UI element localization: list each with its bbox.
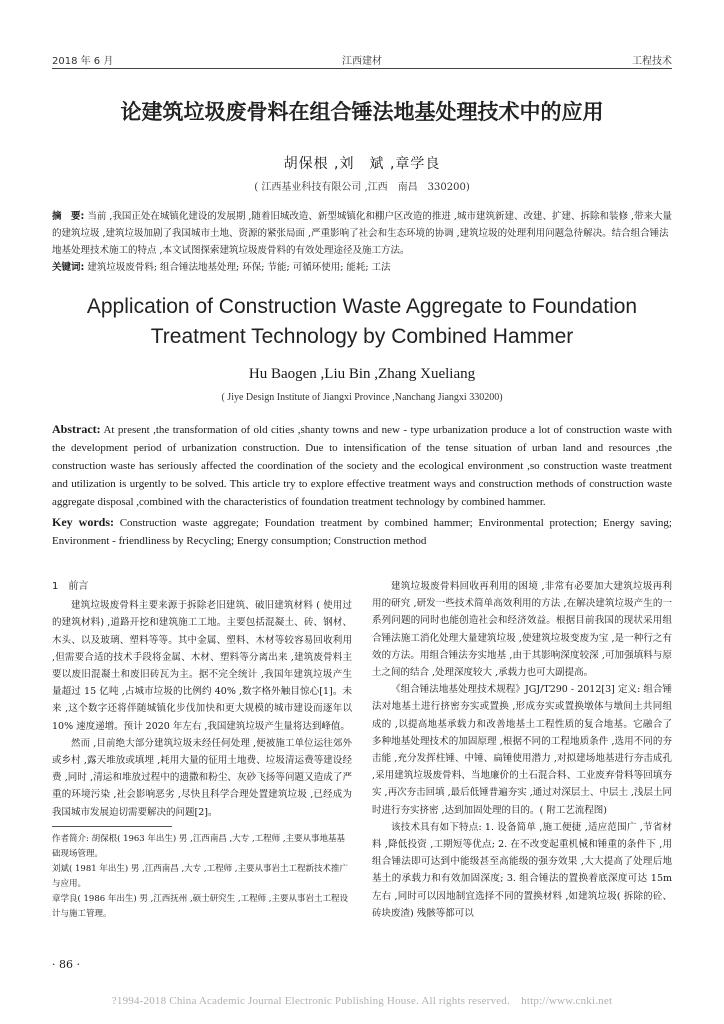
footnote-rule bbox=[52, 826, 172, 827]
footnote-author-1: 作者简介: 胡保根( 1963 年出生) 男 ,江西南昌 ,大专 ,工程师 ,主要从事地基基础现场管理。 bbox=[52, 834, 346, 859]
english-keywords bbox=[52, 513, 672, 550]
body-paragraph: 《组合锤法地基处理技术规程》JGJ/T290 - 2012[3] 定义: 组合锤法对地基土进行挤密夯实或置换 ,形成夯实或置换墩体与墩间土共同组成的 ,以提高地基承载力和改善地基土工程性质的复合地基。它融合了多种地基处理技术的加固原理 ,根据不同的工程地质条件 ,选用不同的夯击能 ,充分发挥柱锤、中锤、扁锤使用潜力 ,对拟建场地基进行夯击成孔 ,采用建筑垃圾废骨料、当地廉价的土石混合料、工业废弃骨料等回填夯实 ,再次夯击回填 ,最后低锤普遍夯实 ,通过对深层土、中层土 ,浅层土同时进行夯实挤密 ,达到加固处理的目的。( 附工艺流程图) bbox=[372, 684, 672, 816]
body-column-left bbox=[52, 578, 352, 821]
english-abstract-text: At present ,the transformation of old cities ,shanty towns and new - type urbanization produce a lot of construction waste with the development period of urbanization construction. Due to intensification of the tense situation of urban land and resources ,the construction waste has seriously affected the coordination of the society and the ecological environment ,so construction waste treatment and utilization is urgently to be solved. This article try to explore effective treatment ways and construction methods of construction waste aggregate disposal ,combined with the characteristics of foundation treatment technology by combined hammer. bbox=[52, 424, 672, 508]
chinese-abstract-text: 当前 ,我国正处在城镇化建设的发展期 ,随着旧城改造、新型城镇化和棚户区改造的推进 ,城市建筑新建、改建、扩建、拆除和装修 ,带来大量的建筑垃圾 ,建筑垃圾加剧了我国城市土地、资源的紧张局面 ,严重影响了社会和生态环境的协调 ,建筑垃圾的处理利用问题急待解决。结合组合锤法地基处理技术施工的特点 ,本文试图探索建筑垃圾废骨料的有效处理途径及施工方法。 bbox=[52, 211, 672, 256]
header-issue-date: 2018 年 6 月 bbox=[52, 56, 114, 67]
english-title-line-1: Application of Construction Waste Aggregate to Foundation bbox=[86, 295, 638, 318]
chinese-keywords-label: 关键词: bbox=[52, 262, 85, 273]
english-keywords-text: Construction waste aggregate; Foundation treatment by combined hammer; Environmental protection; Energy saving; Environment - friendliness by Recycling; Energy consumption; Construction method bbox=[52, 517, 672, 547]
chinese-keywords-text: 建筑垃圾废骨料; 组合锤法地基处理; 环保; 节能; 可循环使用; 能耗; 工法 bbox=[84, 262, 391, 273]
english-title-line-2: Treatment Technology by Combined Hammer bbox=[150, 325, 574, 348]
english-abstract-label: Abstract: bbox=[52, 422, 101, 436]
running-header bbox=[52, 52, 672, 68]
chinese-title: 论建筑垃圾废骨料在组合锤法地基处理技术中的应用 bbox=[120, 100, 604, 124]
copyright-watermark: ?1994-2018 China Academic Journal Electronic Publishing House. All rights reserved. http://www.cnki.net bbox=[111, 995, 613, 1007]
english-authors: Hu Baogen ,Liu Bin ,Zhang Xueliang bbox=[248, 366, 476, 382]
english-keywords-label: Key words: bbox=[52, 515, 114, 529]
header-journal-name: 江西建材 bbox=[342, 56, 382, 67]
english-title bbox=[52, 292, 672, 352]
chinese-abstract bbox=[52, 208, 672, 259]
body-paragraph: 然而 ,目前绝大部分建筑垃圾未经任何处理 ,便被施工单位运往郊外或乡村 ,露天堆放或填埋 ,耗用大量的征用土地费、垃圾清运费等建设经费 ,同时 ,清运和堆放过程中的遗撒和粉尘、灰砂飞扬等问题又造成了严重的环境污染 ,社会影响恶劣 ,尽快且科学合理处置建筑垃圾 ,已经成为我国城市发展迫切需要解决的问题[2]。 bbox=[52, 737, 352, 818]
footnote-author-2: 刘斌( 1981 年出生) 男 ,江西南昌 ,大专 ,工程师 ,主要从事岩土工程新技术推广与应用。 bbox=[52, 864, 348, 889]
body-paragraph: 该技术具有如下特点: 1. 设备简单 ,施工便捷 ,适应范围广 ,节省材料 ,降低投资 ,工期短等优点; 2. 在不改变起重机械和锤重的条件下 ,用组合锤法即可达到中能级甚至高能级的强夯效果 ,大大提高了处理后地基土的承载力和有效加固深度; 3. 组合锤法的置换着底深度可达 15m 左右 ,同时可以因地制宜选择不同的置换材料 ,如建筑垃圾( 拆除的砼、砖块废渣) 残骸等都可以 bbox=[372, 821, 672, 919]
chinese-authors: 胡保根 ,刘 斌 ,章学良 bbox=[283, 156, 441, 172]
footnote-author-3: 章学良( 1986 年出生) 男 ,江西抚州 ,硕士研究生 ,工程师 ,主要从事岩土工程设计与施工管理。 bbox=[52, 894, 348, 919]
english-affiliation: ( Jiye Design Institute of Jiangxi Province ,Nanchang Jiangxi 330200) bbox=[221, 392, 503, 403]
chinese-affiliation: ( 江西基业科技有限公司 ,江西 南昌 330200) bbox=[254, 182, 470, 193]
body-column-right bbox=[372, 578, 672, 922]
page-number: · 86 · bbox=[52, 958, 80, 971]
english-abstract-block bbox=[52, 420, 672, 550]
header-rule bbox=[52, 68, 672, 69]
body-paragraph: 建筑垃圾废骨料主要来源于拆除老旧建筑、破旧建筑材料 ( 使用过的建筑材料) ,道路开挖和建筑施工工地。主要包括混凝土、砖、钢材、木头、以及玻璃、塑料等等。其中金属、塑料、木材等较容易回收利用 ,但需要合适的技术手段将金属、木材、塑料等分离出来 ,建筑废骨料主要以废旧混凝土和废旧砖瓦为主。据不完全统计 ,我国年建筑垃圾产生量超过 15 亿吨 ,占城市垃圾的比例约 40% ,数字格外触目惊心[1]。未来 ,这个数字还将伴随城镇化步伐加快和更大规模的城市建设而逐年以 10% 速度递增。预计 2020 年左右 ,我国建筑垃圾产生量将达到峰值。 bbox=[52, 600, 352, 732]
chinese-keywords bbox=[52, 259, 672, 276]
header-section: 工程技术 bbox=[632, 56, 672, 67]
author-footnotes bbox=[52, 832, 352, 922]
body-paragraph: 建筑垃圾废骨料回收再利用的困境 ,非常有必要加大建筑垃圾再利用的研究 ,研发一些技术简单高效利用的方法 ,在解决建筑垃圾产生的一系列问题的同时也能创造社会和经济效益。根据目前我国的现状采用组合锤法施工消化处理大量建筑垃圾 ,使建筑垃圾变废为宝 ,是一种行之有效的方法。用组合锤法夯实地基 ,由于其影响深度较深 ,可加强填料与原土之间的结合 ,处理深度较大 ,承载力也可大副提高。 bbox=[372, 581, 672, 679]
section-heading-introduction: 1 前言 bbox=[52, 581, 89, 592]
chinese-abstract-block bbox=[52, 208, 672, 276]
english-abstract bbox=[52, 420, 672, 511]
chinese-abstract-label: 摘 要: bbox=[52, 211, 85, 222]
